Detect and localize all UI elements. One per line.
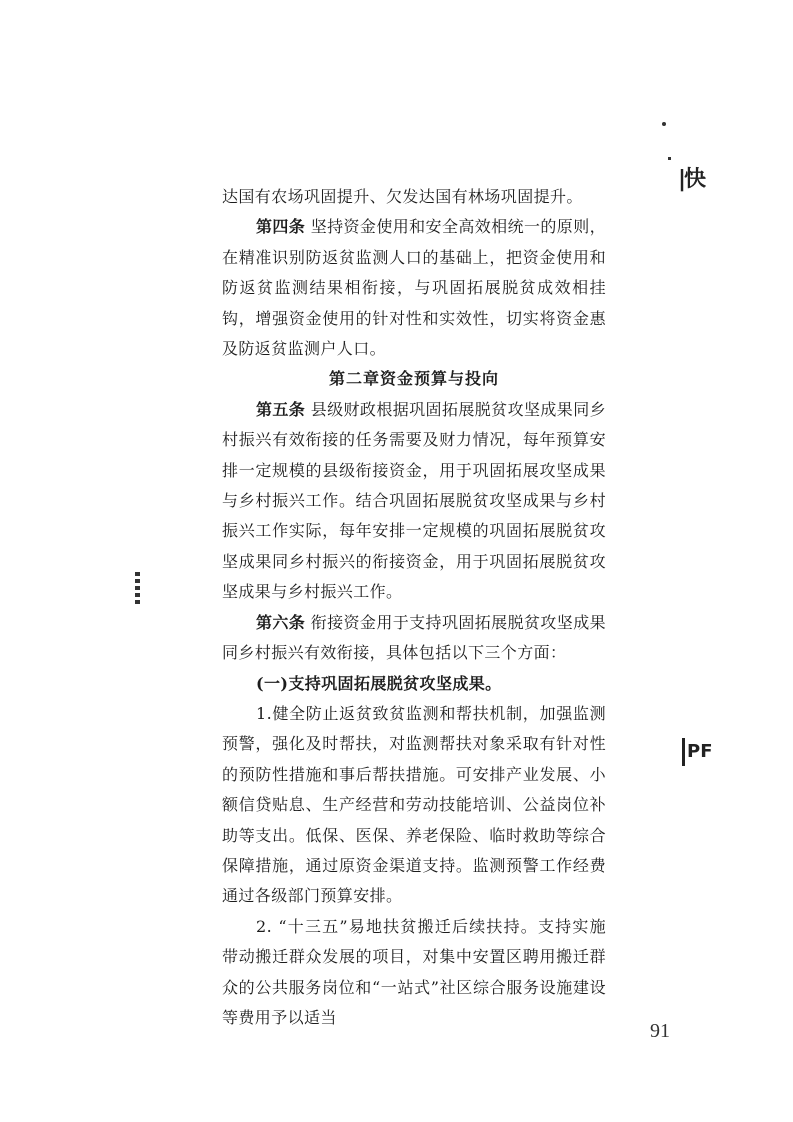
- article-number: 第五条: [256, 399, 306, 419]
- article-number: 第四条: [256, 217, 306, 237]
- paragraph-text: 第二章资金预算与投向: [328, 369, 499, 389]
- paragraph: [222, 182, 606, 212]
- section-heading: [222, 669, 606, 699]
- paragraph: [222, 395, 606, 608]
- paragraph-text: 1.健全防止返贫致贫监测和帮扶机制，加强监测预警，强化及时帮扶，对监测帮扶对象采取有针对性的预防性措施和事后帮扶措施。可安排产业发展、小额信贷贴息、生产经营和劳动技能培训、公益岗位补助等支出。低保、医保、养老保险、临时救助等综合保障措施，通过原资金渠道支持。监测预警工作经费通过各级部门预算安排。: [222, 703, 606, 906]
- paragraph-text: 衔接资金用于支持巩固拓展脱贫攻坚成果同乡村振兴有效衔接，具体包括以下三个方面：: [222, 612, 606, 663]
- body-text: [222, 182, 606, 1033]
- paragraph: [222, 699, 606, 912]
- edge-mark-top-right: |快: [678, 167, 705, 192]
- edge-mark-mid-right: PF: [682, 738, 713, 766]
- paragraph-text: (一)支持巩固拓展脱贫攻坚成果。: [256, 673, 502, 693]
- chapter-heading: [222, 364, 606, 394]
- paragraph-text: 达国有农场巩固提升、欠发达国有林场巩固提升。: [222, 187, 583, 206]
- scan-speck: [662, 122, 666, 126]
- paragraph: [222, 608, 606, 669]
- paragraph: [222, 212, 606, 364]
- paragraph-text: 县级财政根据巩固拓展脱贫攻坚成果同乡村振兴有效衔接的任务需要及财力情况，每年预算安排一定规模的县级衔接资金，用于巩固拓展攻坚成果与乡村振兴工作。结合巩固拓展脱贫攻坚成果与乡村振兴工作实际，每年安排一定规模的巩固拓展脱贫攻坚成果同乡村振兴的衔接资金，用于巩固拓展脱贫攻坚成果与乡村振兴工作。: [222, 399, 606, 602]
- binding-hole-mark: [135, 572, 140, 606]
- article-number: 第六条: [256, 612, 306, 632]
- paragraph-text: 2. “十三五”易地扶贫搬迁后续扶持。支持实施带动搬迁群众发展的项目，对集中安置区聘用搬迁群众的公共服务岗位和“一站式”社区综合服务设施建设等费用予以适当: [222, 916, 606, 1027]
- page-number: 91: [650, 1020, 670, 1042]
- paragraph: [222, 912, 606, 1034]
- paragraph-text: 坚持资金使用和安全高效相统一的原则，在精准识别防返贫监测人口的基础上，把资金使用和防返贫监测结果相衔接，与巩固拓展脱贫成效相挂钩，增强资金使用的针对性和实效性，切实将资金惠及防返贫监测户人口。: [222, 217, 606, 359]
- scan-speck: [668, 157, 671, 160]
